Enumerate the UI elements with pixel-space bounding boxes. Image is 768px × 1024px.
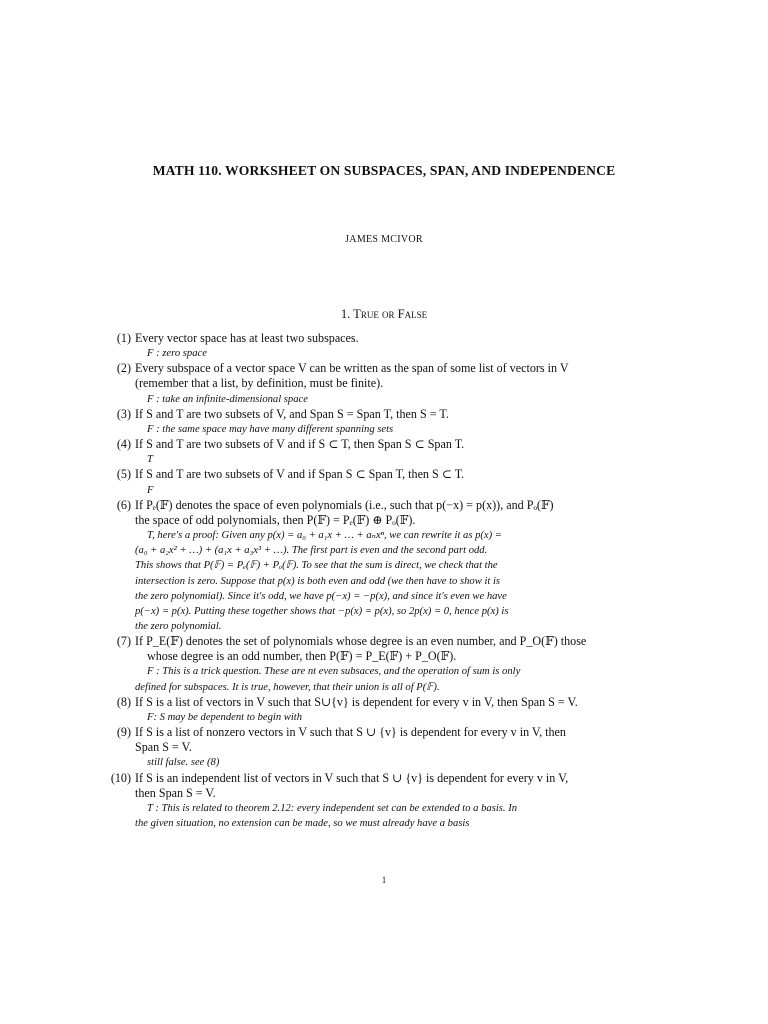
question-answer: (a₀ + a₂x² + …) + (a₁x + a₃x³ + …). The first part is even and the second part odd. bbox=[135, 545, 488, 557]
question-7 bbox=[104, 634, 632, 695]
section-heading: 1. True or False bbox=[340, 307, 428, 321]
question-answer: F : the same space may have many different spanning sets bbox=[147, 423, 394, 435]
question-answer: still false. see (8) bbox=[147, 757, 220, 769]
page-number: 1 bbox=[381, 875, 387, 885]
question-number: (6) bbox=[116, 497, 131, 512]
question-answer: defined for subspaces. It is true, however, that their union is all of P(𝔽). bbox=[135, 681, 440, 693]
question-number: (4) bbox=[116, 437, 131, 452]
question-9 bbox=[104, 725, 632, 770]
question-answer: F : This is a trick question. These are nt even subsaces, and the operation of sum is only bbox=[147, 666, 521, 678]
question-statement: Every vector space has at least two subspaces. bbox=[135, 331, 359, 345]
question-number: (2) bbox=[116, 361, 131, 376]
question-answer: T bbox=[147, 454, 153, 466]
question-answer: the zero polynomial). Since it's odd, we have p(−x) = −p(x), and since it's even we have bbox=[135, 590, 507, 602]
question-statement: If S is a list of vectors in V such that S∪{v} is dependent for every v in V, then Span S = V. bbox=[135, 694, 578, 709]
question-statement: Span S = V. bbox=[135, 740, 192, 755]
question-statement: If S is a list of nonzero vectors in V such that S ∪ {v} is dependent for every v in V, then bbox=[135, 725, 566, 740]
question-list bbox=[104, 331, 632, 831]
question-number: (9) bbox=[116, 725, 131, 740]
question-answer: F: S may be dependent to begin with bbox=[147, 711, 303, 723]
question-6 bbox=[104, 498, 632, 634]
question-10 bbox=[104, 771, 632, 832]
question-answer: the zero polynomial. bbox=[135, 620, 222, 632]
question-answer: T, here's a proof: Given any p(x) = a₀ + a₁x + … + aₙxⁿ, we can rewrite it as p(x) = bbox=[147, 530, 502, 542]
question-number: (7) bbox=[116, 634, 131, 649]
question-statement: If S and T are two subsets of V, and Span S = Span T, then S = T. bbox=[135, 406, 449, 421]
author-name: JAMES MCIVOR bbox=[345, 234, 423, 245]
worksheet-title: MATH 110. WORKSHEET ON SUBSPACES, SPAN, AND INDEPENDENCE bbox=[152, 163, 616, 178]
question-answer: This shows that P(𝔽) = Pₑ(𝔽) + Pₒ(𝔽). To see that the sum is direct, we check that the bbox=[135, 560, 498, 572]
question-number: (5) bbox=[116, 467, 131, 482]
question-answer: the given situation, no extension can be made, so we must already have a basis bbox=[135, 818, 470, 829]
question-1 bbox=[104, 331, 632, 361]
question-number: (10) bbox=[110, 770, 131, 785]
question-2 bbox=[104, 361, 632, 406]
question-answer: F : take an infinite-dimensional space bbox=[147, 393, 308, 405]
question-statement: whose degree is an odd number, then P(𝔽) = P_E(𝔽) + P_O(𝔽). bbox=[147, 649, 457, 664]
question-4 bbox=[104, 437, 632, 467]
question-number: (3) bbox=[116, 406, 131, 421]
question-answer: F bbox=[147, 484, 154, 496]
question-statement: If S is an independent list of vectors in V such that S ∪ {v} is dependent for every v in V, bbox=[135, 770, 569, 785]
question-3 bbox=[104, 407, 632, 437]
question-8 bbox=[104, 695, 632, 725]
question-answer: F : zero space bbox=[147, 348, 207, 360]
question-number: (8) bbox=[116, 694, 131, 709]
question-statement: Every subspace of a vector space V can be written as the span of some list of vectors in V bbox=[135, 361, 569, 376]
question-5 bbox=[104, 467, 632, 497]
question-statement: then Span S = V. bbox=[135, 785, 216, 800]
question-statement: (remember that a list, by definition, must be finite). bbox=[135, 376, 384, 391]
question-answer: p(−x) = p(x). Putting these together shows that −p(x) = p(x), so 2p(x) = 0, hence p(x) is bbox=[135, 605, 509, 617]
question-answer: T : This is related to theorem 2.12: every independent set can be extended to a basis. In bbox=[147, 802, 518, 814]
question-statement: If P_E(𝔽) denotes the set of polynomials whose degree is an even number, and P_O(𝔽) those bbox=[135, 634, 587, 649]
question-statement: If Pₑ(𝔽) denotes the space of even polynomials (i.e., such that p(−x) = p(x)), and Pₒ(𝔽) bbox=[135, 497, 554, 512]
question-number: (1) bbox=[116, 331, 131, 345]
question-statement: the space of odd polynomials, then P(𝔽) = Pₑ(𝔽) ⊕ Pₒ(𝔽). bbox=[135, 512, 416, 527]
question-answer: intersection is zero. Suppose that p(x) is both even and odd (we then have to show it is bbox=[135, 575, 501, 587]
question-statement: If S and T are two subsets of V and if S ⊂ T, then Span S ⊂ Span T. bbox=[135, 437, 465, 452]
question-statement: If S and T are two subsets of V and if Span S ⊂ Span T, then S ⊂ T. bbox=[135, 467, 465, 482]
